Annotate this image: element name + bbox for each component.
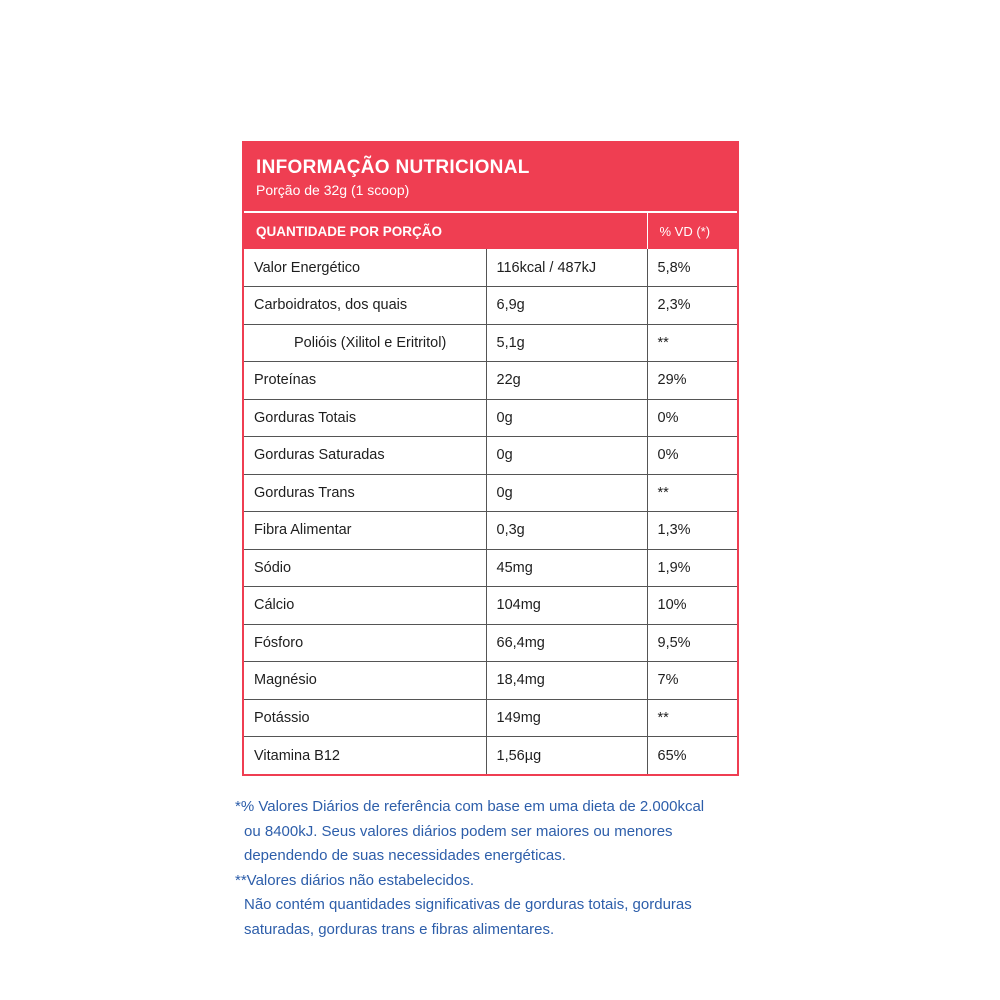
nutrient-name: Gorduras Trans — [244, 474, 486, 512]
nutrient-amount: 149mg — [486, 699, 647, 737]
nutrient-name: Gorduras Saturadas — [244, 437, 486, 475]
nutrient-name: Magnésio — [244, 662, 486, 700]
header-vd: % VD (*) — [647, 213, 737, 249]
nutrient-vd: 1,3% — [647, 512, 737, 550]
nutrient-name: Gorduras Totais — [244, 399, 486, 437]
nutrient-name: Fósforo — [244, 624, 486, 662]
nutrient-name: Vitamina B12 — [244, 737, 486, 775]
nutrient-amount: 1,56µg — [486, 737, 647, 775]
nutrient-name: Fibra Alimentar — [244, 512, 486, 550]
nutrient-amount: 6,9g — [486, 287, 647, 325]
nutrient-vd: 29% — [647, 362, 737, 400]
nutrient-vd: 5,8% — [647, 249, 737, 287]
nutrient-vd: 1,9% — [647, 549, 737, 587]
nutrient-amount: 66,4mg — [486, 624, 647, 662]
nutrient-amount: 0g — [486, 474, 647, 512]
panel-title: INFORMAÇÃO NUTRICIONAL — [256, 157, 530, 178]
table-row — [244, 474, 737, 512]
footnote-line: saturadas, gorduras trans e fibras alimentares. — [244, 920, 555, 938]
nutrient-name: Cálcio — [244, 587, 486, 625]
nutrient-amount: 0g — [486, 437, 647, 475]
nutrient-name: Carboidratos, dos quais — [244, 287, 486, 325]
table-row — [244, 437, 737, 475]
nutrient-amount: 18,4mg — [486, 662, 647, 700]
nutrient-vd: 10% — [647, 587, 737, 625]
table-row — [244, 362, 737, 400]
table-row — [244, 249, 737, 287]
table-row — [244, 287, 737, 325]
footnotes — [235, 795, 735, 942]
nutrient-amount: 0g — [486, 399, 647, 437]
table-body — [244, 249, 737, 774]
panel-header — [244, 143, 737, 213]
nutrient-name: Sódio — [244, 549, 486, 587]
table-row — [244, 699, 737, 737]
table-row — [244, 512, 737, 550]
nutrient-vd: ** — [647, 324, 737, 362]
nutrient-vd: 65% — [657, 747, 687, 764]
table-row — [244, 324, 737, 362]
table-row — [244, 549, 737, 587]
table-row — [244, 662, 737, 700]
nutrient-vd: 2,3% — [647, 287, 737, 325]
nutrient-vd: 0% — [647, 399, 737, 437]
table-row — [244, 587, 737, 625]
nutrient-amount: 0,3g — [486, 512, 647, 550]
nutrient-name: Polióis (Xilitol e Eritritol) — [244, 324, 486, 362]
footnote-line: *% Valores Diários de referência com base em uma dieta de 2.000kcal — [235, 798, 705, 815]
header-quantity: QUANTIDADE POR PORÇÃO — [244, 213, 647, 249]
nutrient-name: Valor Energético — [244, 249, 486, 287]
nutrient-amount: 104mg — [486, 587, 647, 625]
nutrient-amount: 22g — [486, 362, 647, 400]
table-row — [244, 624, 737, 662]
nutrient-amount: 116kcal / 487kJ — [486, 249, 647, 287]
footnote-line: **Valores diários não estabelecidos. — [235, 871, 475, 889]
nutrient-name: Proteínas — [244, 362, 486, 400]
table-row — [244, 399, 737, 437]
nutrition-table — [244, 213, 737, 774]
footnote-line: Não contém quantidades significativas de gorduras totais, gorduras — [244, 896, 692, 913]
nutrient-vd: ** — [647, 699, 737, 737]
nutrient-vd: 7% — [647, 662, 737, 700]
nutrient-name: Potássio — [244, 699, 486, 737]
nutrient-vd: 9,5% — [647, 624, 737, 662]
nutrition-facts-panel — [242, 141, 739, 776]
nutrient-vd: ** — [647, 474, 737, 512]
nutrient-vd: 0% — [647, 437, 737, 475]
nutrient-amount: 5,1g — [486, 324, 647, 362]
footnote-line: dependendo de suas necessidades energéticas. — [244, 847, 566, 864]
nutrient-amount: 45mg — [486, 549, 647, 587]
table-row — [244, 737, 737, 775]
portion-size: Porção de 32g (1 scoop) — [256, 182, 410, 198]
table-header-row — [244, 213, 737, 249]
footnote-line: ou 8400kJ. Seus valores diários podem ser maiores ou menores — [244, 822, 673, 840]
